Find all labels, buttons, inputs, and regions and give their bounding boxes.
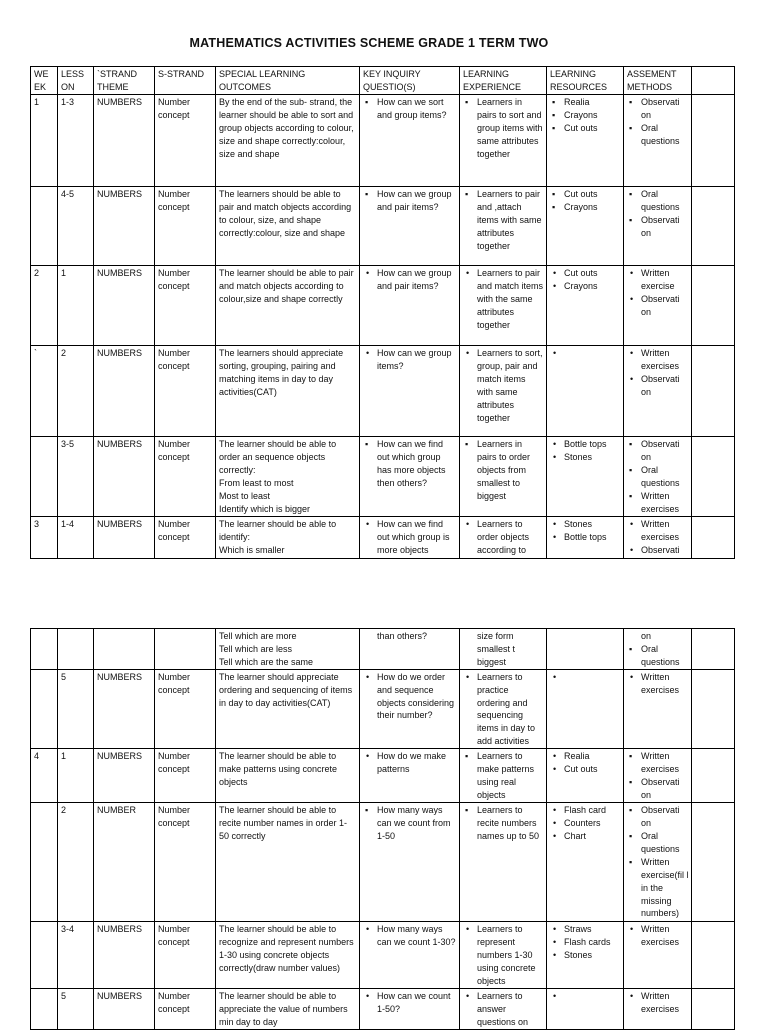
table-row: [31, 187, 735, 266]
header-strand: `STRAND THEME: [94, 67, 155, 95]
cell-outcomes: [216, 803, 360, 922]
cell-week: [31, 989, 58, 1030]
question-item: ▪ How can we group and pair items?: [363, 188, 457, 214]
cell-resources: [547, 517, 624, 559]
cell-blank: [692, 266, 735, 346]
table-row: [31, 922, 735, 989]
cell-blank: [692, 669, 735, 748]
cell-resources: [547, 437, 624, 517]
header-questions: KEY INQUIRY QUESTIO(S): [360, 67, 460, 95]
cell-week: [31, 669, 58, 748]
cell-resources: [547, 346, 624, 437]
cell-lesson: 1-3: [58, 95, 94, 187]
table-row: [31, 669, 735, 748]
cell-outcomes: [216, 346, 360, 437]
header-assessment: ASSEMENT METHODS: [624, 67, 692, 95]
resource-item: • Flash cards: [550, 936, 621, 949]
cell-outcomes: [216, 922, 360, 989]
cell-resources: [547, 266, 624, 346]
cell-resources: [547, 922, 624, 989]
experience-continuation: size form smallest t biggest: [477, 631, 516, 667]
outcome-text: Identify which is bigger: [219, 503, 311, 514]
cell-assessment: [624, 922, 692, 989]
cell-strand: NUMBERS: [94, 749, 155, 803]
resource-item: • Counters: [550, 817, 621, 830]
cell-lesson: 4-5: [58, 187, 94, 266]
cell-week: 4: [31, 749, 58, 803]
cell-lesson: 1: [58, 266, 94, 346]
assessment-item: ▪ Oral questions: [627, 122, 689, 148]
resource-item: • Flash card: [550, 804, 621, 817]
cell-strand: [94, 629, 155, 670]
cell-sub-strand: Number concept: [155, 187, 216, 266]
experience-item: ▪ Learners in pairs to sort and group items with same attributes together: [463, 96, 544, 161]
cell-assessment: [624, 95, 692, 187]
cell-experience: [460, 187, 547, 266]
outcome-text: The learner should be able to recognize and represent numbers 1-30 using concrete objects correctly(draw number values): [219, 924, 354, 973]
cell-experience: [460, 749, 547, 803]
outcome-text: By the end of the sub- strand, the learner should be able to sort and group objects according to colour, size and shape correctly:colour, size and shape: [219, 97, 354, 159]
question-item: ▪ How can we sort and group items?: [363, 96, 457, 122]
table-row: [31, 266, 735, 346]
cell-experience: [460, 95, 547, 187]
cell-strand: NUMBERS: [94, 517, 155, 559]
outcome-text: The learner should be able to identify:: [219, 519, 337, 542]
assessment-item: • Written exercises: [627, 518, 689, 544]
cell-lesson: 2: [58, 346, 94, 437]
assessment-item: ▪ Oral questions: [627, 830, 689, 856]
outcome-text: Most to least: [219, 490, 271, 501]
assessment-item: • Observati: [627, 544, 689, 557]
cell-questions: [360, 669, 460, 748]
cell-blank: [692, 629, 735, 670]
cell-questions: [360, 629, 460, 670]
assessment-item: ▪ Observati on: [627, 214, 689, 240]
cell-resources: [547, 95, 624, 187]
cell-experience: [460, 346, 547, 437]
cell-strand: NUMBERS: [94, 922, 155, 989]
assessment-item: ▪ Oral questions: [627, 188, 689, 214]
question-item: • How can we count 1-50?: [363, 990, 457, 1016]
resource-item: • Bottle tops: [550, 438, 621, 451]
header-resources: LEARNING RESOURCES: [547, 67, 624, 95]
cell-blank: [692, 95, 735, 187]
cell-week: [31, 187, 58, 266]
assessment-item: • Observati on: [627, 373, 689, 399]
cell-resources: [547, 989, 624, 1030]
cell-experience: [460, 629, 547, 670]
cell-experience: [460, 669, 547, 748]
cell-assessment: [624, 517, 692, 559]
assessment-item: • Written exercises: [627, 347, 689, 373]
cell-week: 3: [31, 517, 58, 559]
assessment-continuation: on: [641, 631, 652, 641]
header-week: WE EK: [31, 67, 58, 95]
assessment-item: ▪ Oral questions: [627, 464, 689, 490]
cell-lesson: 1-4: [58, 517, 94, 559]
cell-questions: [360, 803, 460, 922]
header-row: [31, 67, 735, 95]
cell-sub-strand: Number concept: [155, 437, 216, 517]
question-item: • How can we group items?: [363, 347, 457, 373]
outcome-text: The learner should be able to pair and match objects according to colour,size and shape correctly: [219, 268, 354, 304]
outcome-text: The learner should appreciate ordering and sequencing of items in day to day activities(CAT): [219, 671, 353, 708]
assessment-item: • Written exercises: [627, 671, 689, 697]
cell-questions: [360, 989, 460, 1030]
cell-assessment: [624, 803, 692, 922]
outcome-text: The learners should appreciate sorting, grouping, pairing and matching items in day to day activities(CAT): [219, 348, 344, 397]
cell-experience: [460, 803, 547, 922]
cell-blank: [692, 187, 735, 266]
cell-sub-strand: Number concept: [155, 266, 216, 346]
experience-item: • Learners to answer questions on: [463, 990, 544, 1029]
resource-item: • Crayons: [550, 280, 621, 293]
resource-item: • Cut outs: [550, 763, 621, 776]
cell-sub-strand: [155, 629, 216, 670]
question-continuation: than others?: [377, 631, 428, 641]
cell-blank: [692, 437, 735, 517]
cell-week: 2: [31, 266, 58, 346]
cell-outcomes: [216, 989, 360, 1030]
cell-resources: [547, 629, 624, 670]
cell-outcomes: [216, 669, 360, 748]
cell-outcomes: [216, 517, 360, 559]
document-title: MATHEMATICS ACTIVITIES SCHEME GRADE 1 TERM TWO: [189, 36, 549, 50]
cell-lesson: [58, 629, 94, 670]
experience-item: ▪ Learners to pair and ,attach items with same attributes together: [463, 188, 544, 253]
cell-lesson: 5: [58, 989, 94, 1030]
assessment-item: ▪ Written exercises: [627, 490, 689, 516]
cell-questions: [360, 922, 460, 989]
cell-questions: [360, 437, 460, 517]
cell-week: [31, 629, 58, 670]
cell-experience: [460, 989, 547, 1030]
cell-resources: [547, 669, 624, 748]
cell-week: 1: [31, 95, 58, 187]
cell-assessment: [624, 346, 692, 437]
cell-strand: NUMBERS: [94, 669, 155, 748]
cell-lesson: 5: [58, 669, 94, 748]
experience-item: ▪ Learners in pairs to order objects from smallest to biggest: [463, 438, 544, 503]
cell-strand: NUMBERS: [94, 437, 155, 517]
resource-item: ▪ Realia: [550, 96, 621, 109]
page-break: [0, 560, 768, 626]
experience-item: • Learners to order objects according to: [463, 518, 544, 557]
cell-lesson: 3-5: [58, 437, 94, 517]
cell-sub-strand: Number concept: [155, 669, 216, 748]
cell-strand: NUMBERS: [94, 346, 155, 437]
cell-assessment: [624, 669, 692, 748]
cell-outcomes: [216, 437, 360, 517]
resource-item: • Stones: [550, 949, 621, 962]
assessment-item: ▪ Oral questions: [627, 643, 689, 669]
cell-sub-strand: Number concept: [155, 803, 216, 922]
cell-blank: [692, 922, 735, 989]
cell-outcomes: [216, 266, 360, 346]
cell-lesson: 3-4: [58, 922, 94, 989]
cell-lesson: 2: [58, 803, 94, 922]
cell-sub-strand: Number concept: [155, 517, 216, 559]
question-item: • How do we make patterns: [363, 750, 457, 776]
header-blank: [692, 67, 735, 95]
cell-strand: NUMBERS: [94, 95, 155, 187]
cell-strand: NUMBERS: [94, 187, 155, 266]
cell-assessment: [624, 989, 692, 1030]
table-row: [31, 749, 735, 803]
table-row: [31, 346, 735, 437]
question-item: • How can we group and pair items?: [363, 267, 457, 293]
question-item: • How many ways can we count 1-30?: [363, 923, 457, 949]
cell-resources: [547, 749, 624, 803]
outcome-text: The learner should be able to order an sequence objects correctly:: [219, 439, 337, 475]
assessment-item: ▪ Observati on: [627, 804, 689, 830]
cell-questions: [360, 187, 460, 266]
resource-item: ▪ Crayons: [550, 109, 621, 122]
outcome-text: The learner should be able to appreciate the value of numbers min day to day: [219, 991, 348, 1027]
experience-item: • Learners to sort, group, pair and match items with same attributes together: [463, 347, 544, 424]
cell-questions: [360, 749, 460, 803]
cell-sub-strand: Number concept: [155, 922, 216, 989]
outcome-text: Tell which are more: [219, 631, 297, 641]
resource-item: • Straws: [550, 923, 621, 936]
question-item: • How do we order and sequence objects considering their number?: [363, 671, 457, 723]
experience-item: ▪ Learners to recite numbers names up to 50: [463, 804, 544, 843]
cell-questions: [360, 266, 460, 346]
scheme-table-page-2: [30, 628, 735, 1030]
cell-week: [31, 803, 58, 922]
table-row: [31, 629, 735, 670]
outcome-text: The learner should be able to make patterns using concrete objects: [219, 751, 338, 787]
outcome-text: From least to most: [219, 477, 294, 488]
cell-assessment: [624, 187, 692, 266]
cell-questions: [360, 517, 460, 559]
outcome-text: Which is smaller: [219, 544, 285, 555]
resource-item: ▪ Cut outs: [550, 188, 621, 201]
header-sub-strand: S-STRAND: [155, 67, 216, 95]
cell-outcomes: [216, 629, 360, 670]
experience-item: • Learners to represent numbers 1-30 using concrete objects: [463, 923, 544, 988]
resource-item: • Chart: [550, 830, 621, 843]
resource-item: • Stones: [550, 518, 621, 531]
resource-item: • Cut outs: [550, 267, 621, 280]
cell-blank: [692, 803, 735, 922]
outcome-text: The learner should be able to recite number names in order 1-50 correctly: [219, 805, 348, 841]
cell-experience: [460, 922, 547, 989]
outcome-text: Tell which are less: [219, 643, 293, 654]
outcome-text: Tell which are the same: [219, 656, 314, 667]
header-outcomes: SPECIAL LEARNING OUTCOMES: [216, 67, 360, 95]
assessment-item: • Written exercise: [627, 267, 689, 293]
cell-strand: NUMBERS: [94, 989, 155, 1030]
cell-blank: [692, 517, 735, 559]
cell-sub-strand: Number concept: [155, 749, 216, 803]
cell-blank: [692, 346, 735, 437]
table-row: [31, 95, 735, 187]
cell-sub-strand: Number concept: [155, 95, 216, 187]
cell-week: `: [31, 346, 58, 437]
resource-item: • Stones: [550, 451, 621, 464]
assessment-item: • Written exercises: [627, 923, 689, 949]
cell-strand: NUMBERS: [94, 266, 155, 346]
cell-resources: [547, 803, 624, 922]
cell-week: [31, 922, 58, 989]
cell-sub-strand: Number concept: [155, 989, 216, 1030]
question-item: ▪ How can we find out which group has more objects then others?: [363, 438, 457, 490]
cell-experience: [460, 437, 547, 517]
scheme-table-page-1: [30, 66, 735, 559]
resource-item: • Bottle tops: [550, 531, 621, 544]
cell-assessment: [624, 437, 692, 517]
table-row: [31, 517, 735, 559]
resource-item: ▪ Crayons: [550, 201, 621, 214]
cell-experience: [460, 517, 547, 559]
question-item: ▪ How many ways can we count from 1-50: [363, 804, 457, 843]
table-row: [31, 803, 735, 922]
assessment-item: ▪ Written exercises: [627, 750, 689, 776]
header-lesson: LESS ON: [58, 67, 94, 95]
experience-item: • Learners to pair and match items with the same attributes together: [463, 267, 544, 332]
cell-blank: [692, 989, 735, 1030]
table-row: [31, 437, 735, 517]
cell-sub-strand: Number concept: [155, 346, 216, 437]
experience-item: ▪ Learners to make patterns using real objects: [463, 750, 544, 802]
header-experience: LEARNING EXPERIENCE: [460, 67, 547, 95]
cell-blank: [692, 749, 735, 803]
question-item: • How can we find out which group is more objects: [363, 518, 457, 557]
experience-item: • Learners to practice ordering and sequencing items in day to add activities: [463, 671, 544, 748]
assessment-item: • Observati on: [627, 293, 689, 319]
table-row: [31, 989, 735, 1030]
resource-item: ▪ Cut outs: [550, 122, 621, 135]
cell-resources: [547, 187, 624, 266]
cell-outcomes: [216, 749, 360, 803]
cell-outcomes: [216, 187, 360, 266]
cell-experience: [460, 266, 547, 346]
cell-week: [31, 437, 58, 517]
cell-assessment: [624, 749, 692, 803]
cell-outcomes: [216, 95, 360, 187]
assessment-item: ▪ Observati on: [627, 96, 689, 122]
assessment-item: ▪ Observati on: [627, 776, 689, 802]
cell-lesson: 1: [58, 749, 94, 803]
cell-assessment: [624, 629, 692, 670]
cell-assessment: [624, 266, 692, 346]
resource-item: • Realia: [550, 750, 621, 763]
cell-questions: [360, 95, 460, 187]
outcome-text: The learners should be able to pair and match objects according to colour, size, and shape correctly:colour, size and shape: [219, 189, 352, 238]
cell-questions: [360, 346, 460, 437]
assessment-item: ▪ Observati on: [627, 438, 689, 464]
cell-strand: NUMBER: [94, 803, 155, 922]
assessment-item: • Written exercises: [627, 990, 689, 1016]
assessment-item: ▪ Written exercise(fil l in the missing numbers): [627, 856, 689, 921]
